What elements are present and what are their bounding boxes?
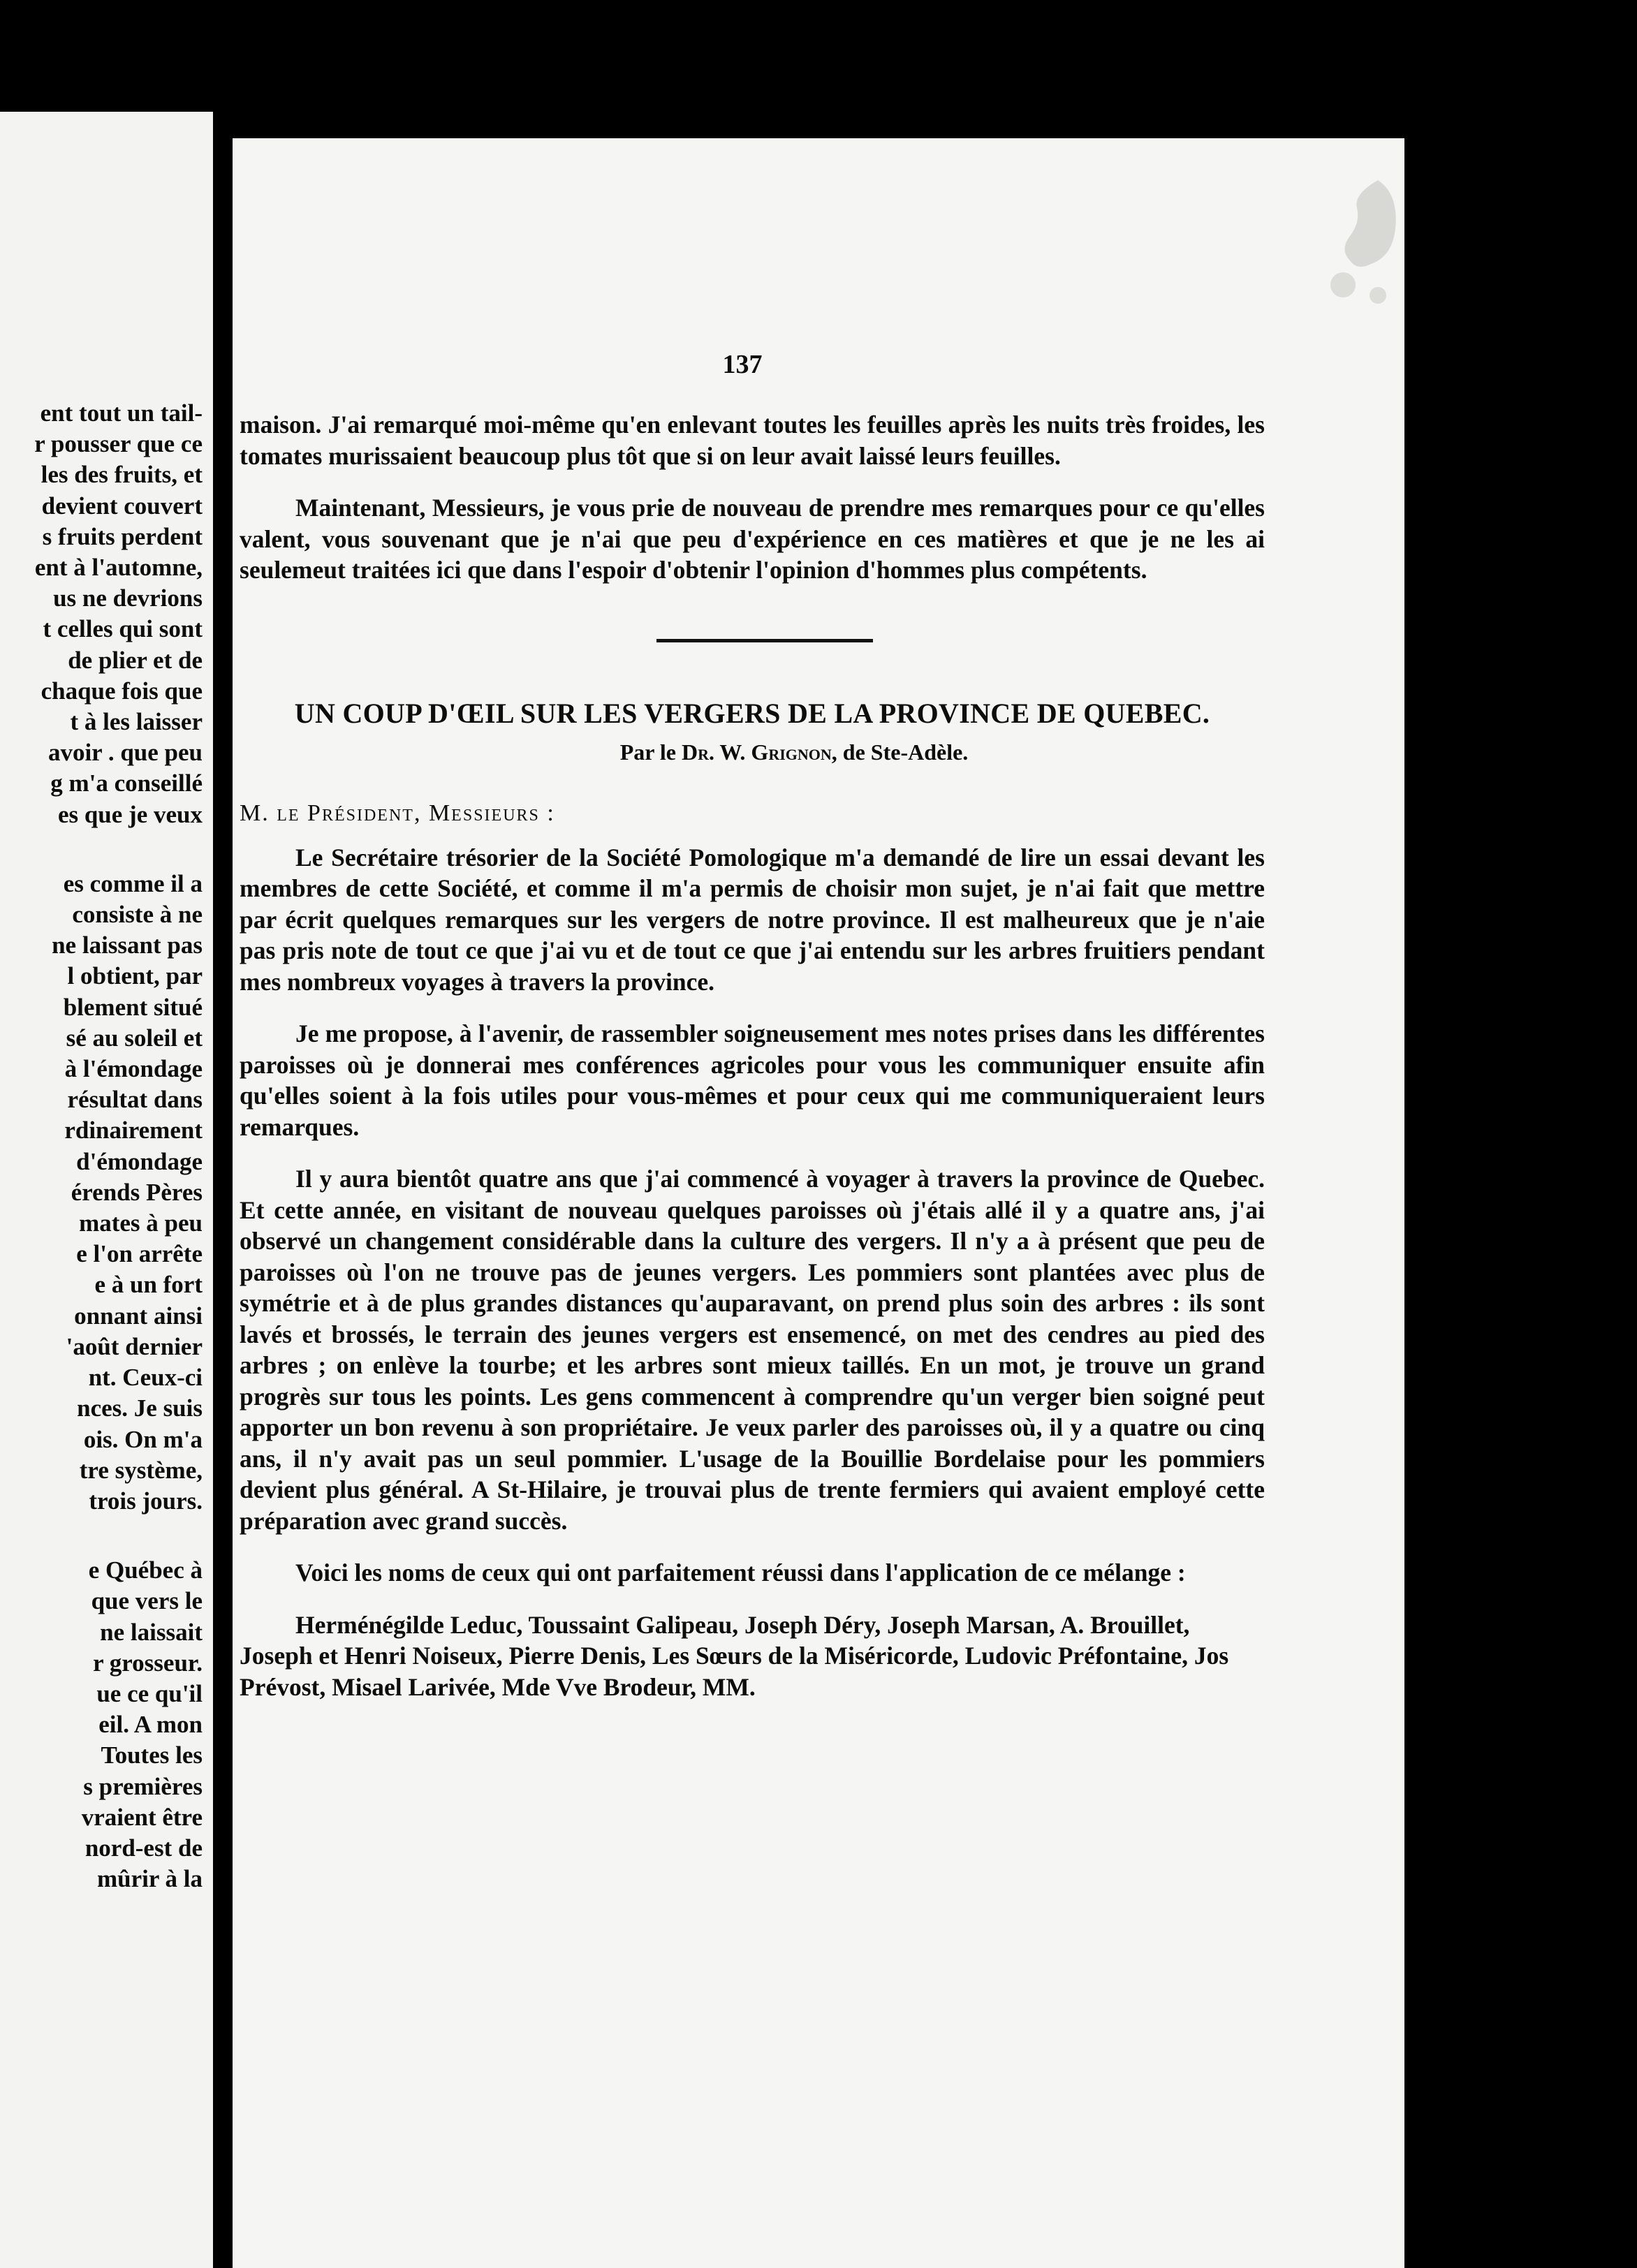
current-page [233, 138, 1404, 2268]
page-body [240, 409, 1265, 1702]
previous-page-line: g m'a conseillé [50, 770, 203, 797]
previous-page-text [0, 398, 203, 1894]
previous-page-line: sé au soleil et [66, 1024, 203, 1052]
article-paragraph-3: Il y aura bientôt quatre ans que j'ai commencé à voyager à travers la province de Quebec. Et cette année, en visitant de nouveau quelques paroisses où j'étais allé il y a quatre ans, j'ai observé un changement considérable dans la culture des vergers. Il n'y a à présent que peu de paroisses où l'on ne trouve pas de jeunes vergers. Les pommiers sont plantées avec plus de symétrie et à de plus grandes distances qu'auparavant, on prend plus soin des arbres : ils sont lavés et brossés, le terrain des jeunes vergers est ensemencé, on met des cendres au pied des arbres ; on enlève la tourbe; et les arbres sont mieux taillés. En un mot, je trouve un grand progrès sur tous les points. Les gens commencent à comprendre qu'un verger bien soigné peut apporter un bon revenu à son propriétaire. Je veux parler des paroisses où, il y a quatre ou cinq ans, il n'y avait pas un seul pommier. L'usage de la Bouillie Bordelaise pour les pommiers devient plus général. A St-Hilaire, je trouvai plus de trente fermiers qui avaient employé cette préparation avec grand succès. [240, 1165, 1265, 1535]
article-paragraph-4: Voici les noms de ceux qui ont parfaitement réussi dans l'application de ce mélange : [295, 1559, 1186, 1586]
previous-page-line: es que je veux [57, 800, 203, 828]
previous-page-line: d'émondage [76, 1147, 203, 1175]
previous-page-line: r grosseur. [93, 1649, 203, 1677]
previous-page-line: s fruits perdent [42, 522, 203, 550]
previous-page-line: devient couvert [41, 492, 203, 520]
previous-page-line: trois jours. [89, 1487, 203, 1515]
page-stain [1273, 138, 1404, 320]
previous-page-line: e à un fort [94, 1271, 203, 1299]
previous-page-line: ne laissait [100, 1618, 203, 1646]
previous-page-line: Toutes les [101, 1742, 203, 1769]
previous-page-line: nces. Je suis [77, 1394, 203, 1422]
article-paragraph-2: Je me propose, à l'avenir, de rassembler soigneusement mes notes prises dans les différentes paroisses où je donnerai mes conférences agricoles pour vous les communiquer ensuite afin qu'elles soient à la fois utiles pour vous-mêmes et pour ceux qui me communiqueraient leurs remarques. [240, 1019, 1265, 1141]
previous-page-line: s premières [83, 1772, 203, 1800]
previous-page-line: avoir . que peu [47, 739, 203, 767]
page-number: 137 [722, 350, 763, 379]
previous-page-line: es comme il a [63, 869, 203, 897]
article-paragraph-1: Le Secrétaire trésorier de la Société Pomologique m'a demandé de lire un essai devant les membres de cette Société, et comme il m'a permis de choisir mon sujet, je n'ai fait que mettre par écrit quelques remarques sur les vergers de notre province. Il est malheureux que je n'aie pas pris note de tout ce que j'ai vu et de tout ce que j'ai entendu sur les arbres fruitiers pendant mes nombreux voyages à travers la province. [240, 843, 1265, 996]
byline-prefix: Par le [619, 739, 676, 765]
previous-page-line: chaque fois que [41, 677, 203, 705]
previous-page-line: ent à l'automne, [34, 554, 203, 582]
previous-page-gap [0, 830, 203, 869]
previous-page-line: que vers le [91, 1587, 203, 1615]
book-gutter [213, 112, 233, 2268]
previous-page-line: nt. Ceux-ci [88, 1364, 203, 1392]
article-byline [281, 739, 1307, 765]
section-divider [656, 639, 873, 642]
previous-page-line: tre système, [79, 1456, 203, 1484]
previous-page-line: blement situé [63, 993, 203, 1021]
previous-page-line: résultat dans [67, 1086, 203, 1114]
previous-page-line: les des fruits, et [41, 461, 203, 489]
previous-page-line: mates à peu [79, 1209, 203, 1237]
previous-page-line: t à les laisser [70, 708, 203, 736]
article-paragraph-5: Herménégilde Leduc, Toussaint Galipeau, Joseph Déry, Joseph Marsan, A. Brouillet, Joseph et Henri Noiseux, Pierre Denis, Les Sœurs de la Miséricorde, Ludovic Préfontaine, Jos Prévost, Misael Larivée, Mde Vve Brodeur, MM. [240, 1610, 1229, 1701]
previous-page-line: de plier et de [68, 646, 203, 674]
previous-page-line: consiste à ne [72, 901, 203, 929]
previous-page-line: l obtient, par [67, 962, 203, 990]
previous-page-line: à l'émondage [64, 1055, 203, 1083]
previous-page-line: us ne devrions [53, 584, 203, 612]
previous-page-line: onnant ainsi [74, 1302, 203, 1330]
previous-page-line: 'août dernier [66, 1332, 203, 1360]
previous-page-gap [0, 1517, 203, 1555]
previous-page-line: t celles qui sont [43, 615, 203, 643]
previous-page-line: e Québec à [88, 1556, 203, 1584]
intro-paragraph-1: maison. J'ai remarqué moi-même qu'en enlevant toutes les feuilles après les nuits très froides, les tomates murissaient beaucoup plus tôt que si on leur avait laissé leurs feuilles. [240, 411, 1265, 470]
previous-page-line: mûrir à la [96, 1865, 203, 1893]
salutation: M. le Président, Messieurs : [240, 800, 555, 826]
intro-paragraph-2: Maintenant, Messieurs, je vous prie de nouveau de prendre mes remarques pour ce qu'elles valent, vous souvenant que je n'ai que peu d'expérience en ces matières et que je ne les ai seulemeut traitées ici que dans l'espoir d'obtenir l'opinion d'hommes plus compétents. [240, 494, 1265, 584]
previous-page-line: ue ce qu'il [96, 1679, 203, 1707]
previous-page-line: eil. A mon [98, 1711, 203, 1739]
previous-page-line: rdinairement [64, 1117, 203, 1144]
byline-author: Dr. W. Grignon [681, 739, 832, 765]
previous-page [0, 112, 213, 2268]
previous-page-line: vraient être [81, 1803, 203, 1831]
previous-page-line: r pousser que ce [34, 430, 203, 458]
previous-page-line: ent tout un tail- [40, 399, 203, 427]
article-title: UN COUP D'ŒIL SUR LES VERGERS DE LA PROVINCE DE QUEBEC. [294, 697, 1210, 729]
previous-page-line: ois. On m'a [83, 1425, 203, 1453]
previous-page-line: e l'on arrête [76, 1240, 203, 1268]
byline-suffix: , de Ste-Adèle. [831, 739, 969, 765]
previous-page-line: érends Pères [71, 1178, 203, 1206]
previous-page-line: ne laissant pas [52, 932, 203, 959]
previous-page-line: nord-est de [85, 1834, 203, 1862]
